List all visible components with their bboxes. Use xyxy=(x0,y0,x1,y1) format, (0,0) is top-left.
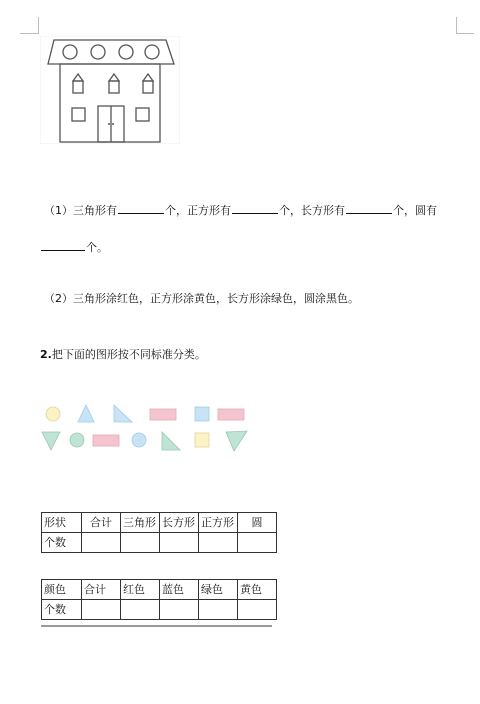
answer-cell[interactable] xyxy=(238,533,277,553)
blue-square xyxy=(195,407,209,421)
table-header-cell: 长方形 xyxy=(160,513,199,533)
answer-cell[interactable] xyxy=(82,600,121,620)
table-row-label: 个数 xyxy=(42,533,82,553)
crop-mark-top-left xyxy=(20,33,38,34)
section-2-heading xyxy=(40,348,206,362)
answer-cell[interactable] xyxy=(238,600,277,620)
answer-blank-square[interactable] xyxy=(232,203,278,214)
answer-blank-triangle[interactable] xyxy=(118,203,164,214)
table-header-cell: 黄色 xyxy=(238,580,277,600)
table-header-cell: 圆 xyxy=(238,513,277,533)
answer-cell[interactable] xyxy=(121,600,160,620)
q1-text-end: 个。 xyxy=(86,241,108,254)
yellow-square xyxy=(195,433,209,447)
table-header-cell: 正方形 xyxy=(199,513,238,533)
table-header-cell: 绿色 xyxy=(199,580,238,600)
pink-rectangle xyxy=(150,409,176,420)
crop-mark-top-right xyxy=(456,33,474,34)
table-row xyxy=(42,600,277,620)
blue-circle xyxy=(132,433,146,447)
q1-text-rectangle: 个，长方形有 xyxy=(279,204,345,217)
blue-right-triangle xyxy=(114,405,132,422)
table-header-cell: 蓝色 xyxy=(160,580,199,600)
question-2-text: （2）三角形涂红色，正方形涂黄色，长方形涂绿色，圆涂黑色。 xyxy=(44,292,359,305)
answer-blank-rectangle[interactable] xyxy=(346,203,392,214)
question-1-line-2 xyxy=(40,240,108,255)
table-header-cell: 形状 xyxy=(42,513,82,533)
table-header-cell: 三角形 xyxy=(121,513,160,533)
answer-cell[interactable] xyxy=(121,533,160,553)
yellow-circle xyxy=(46,407,60,421)
section-2-instruction: 把下面的图形按不同标准分类。 xyxy=(51,348,206,361)
table-header-cell: 红色 xyxy=(121,580,160,600)
green-triangle-down xyxy=(42,432,60,450)
answer-cell[interactable] xyxy=(160,600,199,620)
table-header-cell: 合计 xyxy=(82,513,121,533)
q1-text-square: 个，正方形有 xyxy=(165,204,231,217)
shapes-figure xyxy=(40,402,260,454)
q1-text-start: （1）三角形有 xyxy=(44,204,117,217)
table-row xyxy=(42,580,277,600)
q1-text-circle: 个，圆有 xyxy=(393,204,437,217)
table-row xyxy=(42,533,277,553)
shape-count-table xyxy=(41,512,277,553)
blue-triangle xyxy=(78,405,94,422)
answer-blank-circle[interactable] xyxy=(41,240,85,251)
table-row-label: 个数 xyxy=(42,600,82,620)
table-header-cell: 合计 xyxy=(82,580,121,600)
question-1-line-1 xyxy=(44,203,437,218)
table-header-cell: 颜色 xyxy=(42,580,82,600)
pink-rectangle-2 xyxy=(218,409,244,420)
answer-cell[interactable] xyxy=(199,533,238,553)
table-row xyxy=(42,513,277,533)
crop-mark-top-right-vertical xyxy=(456,17,457,34)
answer-cell[interactable] xyxy=(199,600,238,620)
green-circle xyxy=(70,433,84,447)
house-figure xyxy=(40,36,180,144)
section-2-number: 2. xyxy=(40,348,52,361)
green-right-triangle xyxy=(162,432,180,450)
pink-rectangle-3 xyxy=(93,435,119,446)
green-triangle-slanted xyxy=(226,431,247,451)
color-count-table xyxy=(41,579,277,620)
answer-cell[interactable] xyxy=(160,533,199,553)
answer-cell[interactable] xyxy=(82,533,121,553)
crop-mark-top-left-vertical xyxy=(38,17,39,34)
table-bottom-rule xyxy=(41,625,272,627)
